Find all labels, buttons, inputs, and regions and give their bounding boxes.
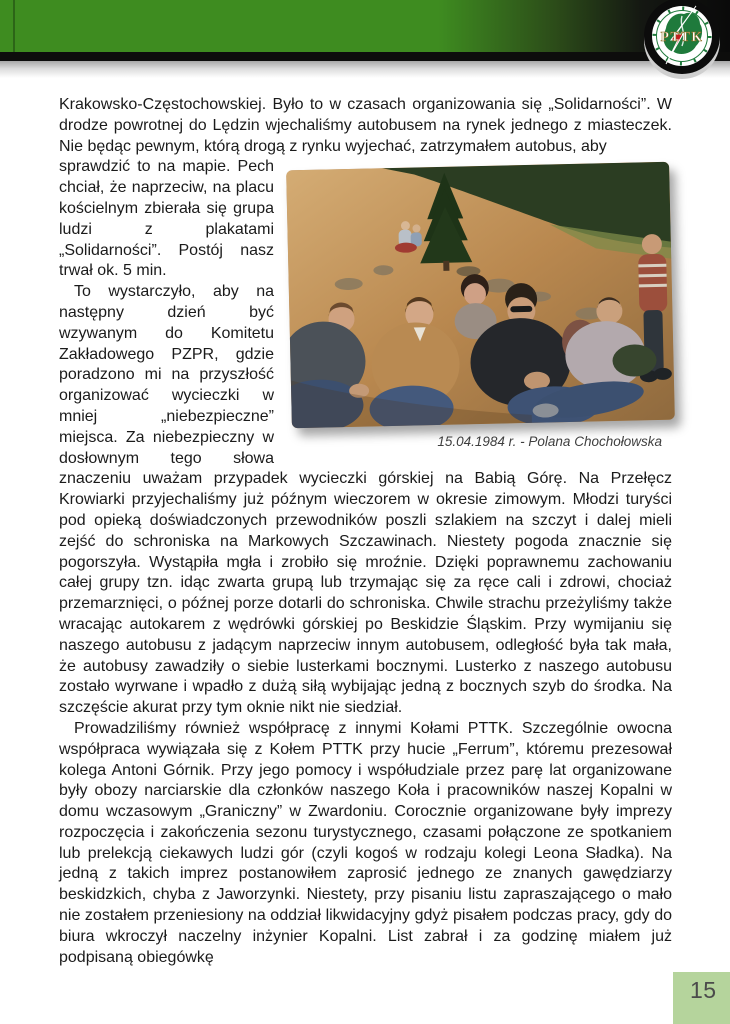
pttk-logo-badge bbox=[636, 0, 728, 86]
header-black-strip bbox=[0, 52, 730, 61]
paragraph-pzpr: To wystarczyło, aby na następny dzień być wzywanym do Komitetu Zakładowego PZPR, gdzie poradzono mi na przyszłość organizować wycieczki w mniej „niebezpieczne” miejsca. Za niebezpieczny w dosłownym tego słowa znaczeniu uważam przypadek wycieczki górskiej na Babią Górę. Na Przełęcz Krowiarki przyjechaliśmy już późnym wieczorem w okresie zimowym. Młodzi turyści pod opieką doświadczonych przewodników poszli szlakiem na szczyt i dalej mieli zejść do schroniska na Markowych Szczawinach. Niestety pogoda znacznie się pogorszyła. Wystąpiła mgła i zrobiło się mroźnie. Dzięki poprawnemu zachowaniu całej grupy tzn. idąc zwarta grupą lub trzymając się za ręce cali i zdrowi, chociaż przemarznięci, o późnej porze dotarli do schroniska. Chwile strachu przeżyliśmy także wracając autokarem z wędrówki górskiej po Beskidzie Śląskim. Przy wymijaniu się naszego autobusu z jadącym naprzeciw innym autobusem, odległość była tak mała, że autobusy zawadziły o siebie lusterkami bocznymi. Lusterko z naszego autobusu zostało wyrwane i wpadło z dużą siłą wybijając jedną z bocznych szyb do środka. Na szczęście akurat przy tym oknie nikt nie siedział. bbox=[59, 283, 672, 717]
page-number-box bbox=[673, 972, 730, 1024]
group-photo bbox=[286, 162, 675, 429]
pttk-logo-icon bbox=[636, 0, 728, 86]
logo-text: PTTK bbox=[660, 29, 704, 44]
group-photo-illustration bbox=[286, 162, 675, 429]
group-photo-figure bbox=[289, 166, 672, 450]
header-fold-line bbox=[13, 0, 15, 52]
page-number: 15 bbox=[690, 977, 717, 1003]
photo-caption: 15.04.1984 r. - Polana Chochołowska bbox=[437, 434, 662, 450]
article-body bbox=[59, 95, 672, 968]
header-green-band bbox=[0, 0, 730, 52]
paragraph-intro: Krakowsko-Częstochowskiej. Było to w czasach organizowania się „Solidarności”. W drodze powrotnej do Lędzin wjechaliśmy autobusem na rynek jednego z miasteczek. Nie będąc pewnym, którą drogą z rynku wyjechać, zatrzymałem autobus, aby bbox=[59, 96, 672, 155]
header-drop-shadow bbox=[0, 61, 730, 78]
paragraph-cooperation: Prowadziliśmy również współpracę z innymi Kołami PTTK. Szczególnie owocna współpraca wywiązała się z Kołem PTTK przy hucie „Ferrum”, któremu prezesował kolega Antoni Górnik. Przy jego pomocy i współudziale przez parę lat organizowane były obozy narciarskie dla członków naszego Koła i pracowników naszej Kopalni w domu wczasowym „Graniczny” w Zwardoniu. Corocznie organizowane były imprezy rozpoczęcia i zakończenia sezonu turystycznego, czasami połączone ze spotkaniem lub prelekcją ciekawych ludzi gór (czyli kogoś w rodzaju kolegi Leona Sładka). Na jedną z takich imprez postanowiłem zaprosić jednego ze znanych gawędziarzy beskidzkich, chyba z Jaworzynki. Niestety, przy pisaniu listu zapraszającego o mało nie zostałem przeniesiony na oddział likwidacyjny gdyż pisałem podczas pracy, gdy do biura wkroczył naczelny inżynier Kopalni. List zabrał i za godzinę miałem już podpisaną obiegówkę bbox=[59, 719, 672, 966]
paragraph-wrapped: sprawdzić to na mapie. Pech chciał, że naprzeciw, na placu kościelnym zbierała się grupa ludzi z plakatami „Solidarności”. Postój nasz trwał ok. 5 min. bbox=[59, 158, 274, 280]
